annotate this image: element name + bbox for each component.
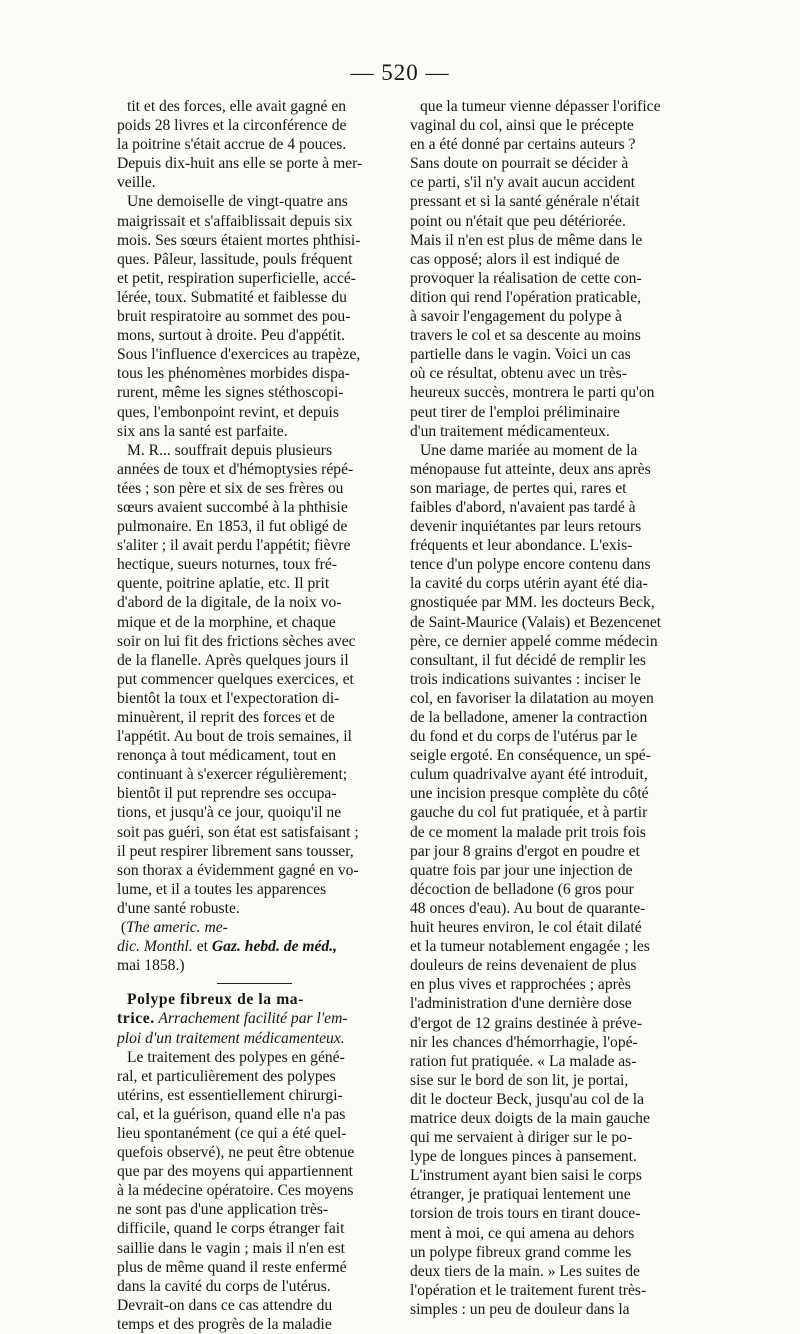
text-line: ques. Pâleur, lassitude, pouls fréquent	[117, 250, 353, 268]
text-line: tence d'un polype encore contenu dans	[410, 556, 651, 574]
section-title-line-1: Polype fibreux de la ma-	[127, 991, 304, 1009]
text-line: à savoir l'engagement du polype à	[410, 308, 622, 326]
text-line: mique et de la morphine, et chaque	[117, 613, 336, 631]
text-line: poids 28 livres et la circonférence de	[117, 117, 347, 135]
text-line: dition qui rend l'opération praticable,	[410, 288, 642, 306]
text-line: soir on lui fit des frictions sèches avec	[117, 632, 356, 650]
text-line: Une dame mariée au moment de la	[420, 441, 638, 459]
text-line: lieu spontanément (ce qui a été quel-	[117, 1124, 347, 1142]
text-line: l'appétit. Au bout de trois semaines, il	[117, 728, 352, 746]
citation-journal-1: The americ. me-	[126, 919, 228, 937]
section-title-line-2	[117, 1009, 390, 1028]
section-subtitle-start: Arrachement facilité par l'em-	[154, 1010, 348, 1028]
text-line: à la médecine opératoire. Ces moyens	[117, 1182, 354, 1200]
text-line: ques, l'embonpoint revint, et depuis	[117, 403, 339, 421]
text-line: faibles d'abord, n'avaient pas tardé à	[410, 498, 636, 516]
text-line: son thorax a évidemment gagné en vo-	[117, 861, 359, 879]
text-line: étranger, je pratiquai lentement une	[410, 1186, 631, 1204]
text-line: Le traitement des polypes en géné-	[127, 1048, 345, 1066]
text-line: Mais il n'en est plus de même dans le	[410, 231, 643, 249]
text-line: continuant à s'exercer régulièrement;	[117, 766, 348, 784]
text-line: six ans la santé est parfaite.	[117, 422, 288, 440]
text-line: de ce moment la malade prit trois fois	[410, 823, 647, 841]
text-line: tit et des forces, elle avait gagné en	[127, 98, 347, 115]
text-line: Sous l'influence d'exercices au trapèze,	[117, 346, 361, 364]
text-line: ce parti, s'il n'y avait aucun accident	[410, 174, 636, 192]
text-line: tions, et jusqu'à ce jour, quoiqu'il ne	[117, 804, 342, 822]
text-line: l'administration d'une dernière dose	[410, 995, 632, 1013]
left-paragraph-1	[117, 97, 390, 192]
text-line: col, en favoriser la dilatation au moyen	[410, 689, 654, 707]
text-line: put commencer quelques exercices, et	[117, 670, 354, 688]
text-line: de Saint-Maurice (Valais) et Bezencenet	[410, 613, 662, 631]
page-number: — 520 —	[350, 60, 450, 85]
text-line: cas opposé; alors il est indiqué de	[410, 250, 620, 268]
text-line: bientôt il put reprendre ses occupa-	[117, 785, 337, 803]
text-line: plus de même quand il reste enfermé	[117, 1258, 347, 1276]
text-line: sœurs avaient succombé à la phthisie	[117, 498, 348, 516]
citation-line-1	[117, 918, 390, 937]
text-line: son mariage, de pertes qui, rares et	[410, 479, 627, 497]
text-line: d'un traitement médicamenteux.	[410, 422, 610, 440]
text-line: Une demoiselle de vingt-quatre ans	[127, 193, 348, 211]
text-line: seigle ergoté. En conséquence, un spé-	[410, 747, 651, 765]
text-line: lume, et il a toutes les apparences	[117, 880, 327, 898]
text-line: peut tirer de l'emploi préliminaire	[410, 403, 620, 421]
text-line: la poitrine s'était accrue de 4 pouces.	[117, 136, 347, 154]
text-line: pulmonaire. En 1853, il fut obligé de	[117, 518, 348, 536]
text-line: temps et des progrès de la maladie	[117, 1315, 332, 1333]
text-line: un polype fibreux grand comme les	[410, 1243, 632, 1261]
citation-and: et	[192, 938, 212, 956]
text-line: une incision presque complète du côté	[410, 785, 649, 803]
text-line: d'une santé robuste.	[117, 899, 240, 917]
text-line: minuèrent, il reprit des forces et de	[117, 709, 335, 726]
text-line: il peut respirer librement sans tousser,	[117, 842, 354, 860]
text-line: quente, poitrine aplatie, etc. Il prit	[117, 575, 330, 593]
text-line: hectique, sueurs noturnes, toux fré-	[117, 556, 337, 574]
text-line: du fond et du corps de l'utérus par le	[410, 728, 638, 746]
text-line: en plus vives et rapprochées ; après	[410, 976, 631, 994]
text-line: d'abord de la digitale, de la noix vo-	[117, 594, 342, 612]
right-paragraph-1	[410, 97, 683, 441]
text-line: sise sur le bord de son lit, je portai,	[410, 1071, 629, 1089]
left-paragraph-2	[117, 192, 390, 440]
text-line: trois indications suivantes : inciser le	[410, 670, 641, 688]
text-line: quefois observé), ne peut être obtenue	[117, 1144, 355, 1162]
text-line: années de toux et d'hémoptysies répé-	[117, 460, 354, 478]
text-line: M. R... souffrait depuis plusieurs	[127, 441, 333, 459]
text-line: bruit respiratoire au sommet des pou-	[117, 308, 351, 326]
text-line: tous les phénomènes morbides dispa-	[117, 365, 351, 383]
text-line: ral, et particulièrement des polypes	[117, 1067, 336, 1085]
text-line: que la tumeur vienne dépasser l'orifice	[420, 98, 661, 115]
left-paragraph-3	[117, 441, 390, 918]
text-line: point ou n'était que peu détériorée.	[410, 212, 626, 230]
text-line: 48 onces d'eau). Au bout de quarante-	[410, 899, 646, 917]
text-line: torsion de trois tours en tirant douce-	[410, 1205, 641, 1223]
text-line: de la flanelle. Après quelques jours il	[117, 651, 349, 669]
citation-open: (	[117, 919, 127, 937]
text-line: par jour 8 grains d'ergot en poudre et	[410, 842, 640, 860]
citation-journal-2: Gaz. hebd. de méd.,	[211, 938, 338, 956]
text-line: cal, et la guérison, quand elle n'a pas	[117, 1105, 346, 1123]
text-line: partielle dans le vagin. Voici un cas	[410, 346, 631, 364]
text-line: huit heures environ, le col était dilaté	[410, 919, 642, 937]
section-subtitle-end: ploi d'un traitement médicamenteux.	[117, 1029, 345, 1047]
text-line: dit le docteur Beck, jusqu'au col de la	[410, 1090, 645, 1108]
text-line: lérée, toux. Submatité et faiblesse du	[117, 288, 347, 306]
text-line: de la belladone, amener la contraction	[410, 709, 648, 726]
text-line: en a été donné par certains auteurs ?	[410, 136, 636, 154]
text-line: Depuis dix-huit ans elle se porte à mer-	[117, 155, 363, 173]
text-line: saillie dans le vagin ; mais il n'en est	[117, 1239, 346, 1257]
text-line: qui me servaient à diriger sur le po-	[410, 1129, 633, 1147]
text-line: veille.	[117, 174, 156, 192]
text-line: que par des moyens qui appartiennent	[117, 1163, 354, 1181]
text-line: gnostiquée par MM. les docteurs Beck,	[410, 594, 655, 612]
text-line: vaginal du col, ainsi que le précepte	[410, 117, 634, 135]
text-line: renonça à tout médicament, tout en	[117, 747, 337, 765]
left-paragraph-4	[117, 1048, 390, 1334]
text-line: dans la cavité du corps de l'utérus.	[117, 1277, 331, 1295]
text-line: et petit, respiration superficielle, accé-	[117, 269, 356, 287]
text-line: père, ce dernier appelé comme médecin	[410, 632, 658, 650]
text-line: fréquents et leur abondance. L'exis-	[410, 537, 633, 555]
text-line: où ce résultat, obtenu avec un très-	[410, 365, 627, 383]
text-line: douleurs de reins devenaient de plus	[410, 957, 637, 975]
text-line: culum quadrivalve ayant été introduit,	[410, 766, 648, 784]
text-line: d'ergot de 12 grains destinée à préve-	[410, 1014, 643, 1032]
text-line: l'opération et le traitement furent très-	[410, 1281, 647, 1299]
text-line: et la tumeur notablement engagée ; les	[410, 938, 650, 956]
text-line: provoquer la réalisation de cette con-	[410, 269, 642, 287]
text-line: mons, surtout à droite. Peu d'appétit.	[117, 327, 346, 345]
text-line: L'instrument ayant bien saisi le corps	[410, 1167, 642, 1185]
text-line: matrice deux doigts de la main gauche	[410, 1109, 650, 1127]
text-line: quatre fois par jour une injection de	[410, 861, 633, 879]
text-line: mois. Ses sœurs étaient mortes phthisi-	[117, 231, 361, 249]
text-line: rurent, même les signes stéthoscopi-	[117, 384, 344, 402]
text-line: ménopause fut atteinte, deux ans après	[410, 460, 651, 478]
text-line: ne sont pas d'une application très-	[117, 1201, 329, 1219]
text-line: bientôt la toux et l'expectoration di-	[117, 689, 340, 707]
text-line: ration fut pratiquée. « La malade as-	[410, 1052, 637, 1070]
text-line: deux tiers de la main. » Les suites de	[410, 1262, 640, 1280]
text-line: difficile, quand le corps étranger fait	[117, 1220, 345, 1238]
text-line: Devrait-on dans ce cas attendre du	[117, 1296, 333, 1314]
text-line: simples : un peu de douleur dans la	[410, 1300, 630, 1318]
section-title-end: trice.	[117, 1010, 155, 1028]
text-line: soit pas guéri, son état est satisfaisant ;	[117, 823, 359, 841]
left-column	[117, 97, 390, 1334]
citation-line-2	[117, 937, 390, 956]
text-line: gauche du col fut pratiquée, et à partir	[410, 804, 648, 822]
text-line: travers le col et sa descente au moins	[410, 327, 641, 345]
text-line: tées ; son père et six de ses frères ou	[117, 479, 344, 497]
citation-journal-1b: dic. Monthl.	[117, 938, 193, 956]
right-column	[410, 97, 683, 1319]
text-line: s'aliter ; il avait perdu l'appétit; fièvre	[117, 537, 351, 555]
text-line: pressant et si la santé générale n'était	[410, 193, 640, 211]
text-line: consultant, il fut décidé de remplir les	[410, 651, 647, 669]
text-line: lype de longues pinces à pansement.	[410, 1148, 637, 1166]
text-line: la cavité du corps utérin ayant été dia-	[410, 575, 648, 593]
text-line: heureux succès, montrera le parti qu'on	[410, 384, 655, 402]
text-line: ment à moi, ce qui amena au dehors	[410, 1224, 635, 1242]
text-line: devenir inquiétantes par leurs retours	[410, 518, 642, 536]
section-divider	[217, 983, 292, 984]
text-line: décoction de belladone (6 gros pour	[410, 880, 634, 898]
text-line: utérins, est essentiellement chirurgi-	[117, 1086, 343, 1104]
text-line: Sans doute on pourrait se décider à	[410, 155, 629, 173]
text-line: maigrissait et s'affaiblissait depuis six	[117, 212, 353, 230]
citation-date: mai 1858.)	[117, 957, 185, 975]
text-line: nir les chances d'hémorrhagie, l'opé-	[410, 1033, 638, 1051]
right-paragraph-2	[410, 441, 683, 1319]
